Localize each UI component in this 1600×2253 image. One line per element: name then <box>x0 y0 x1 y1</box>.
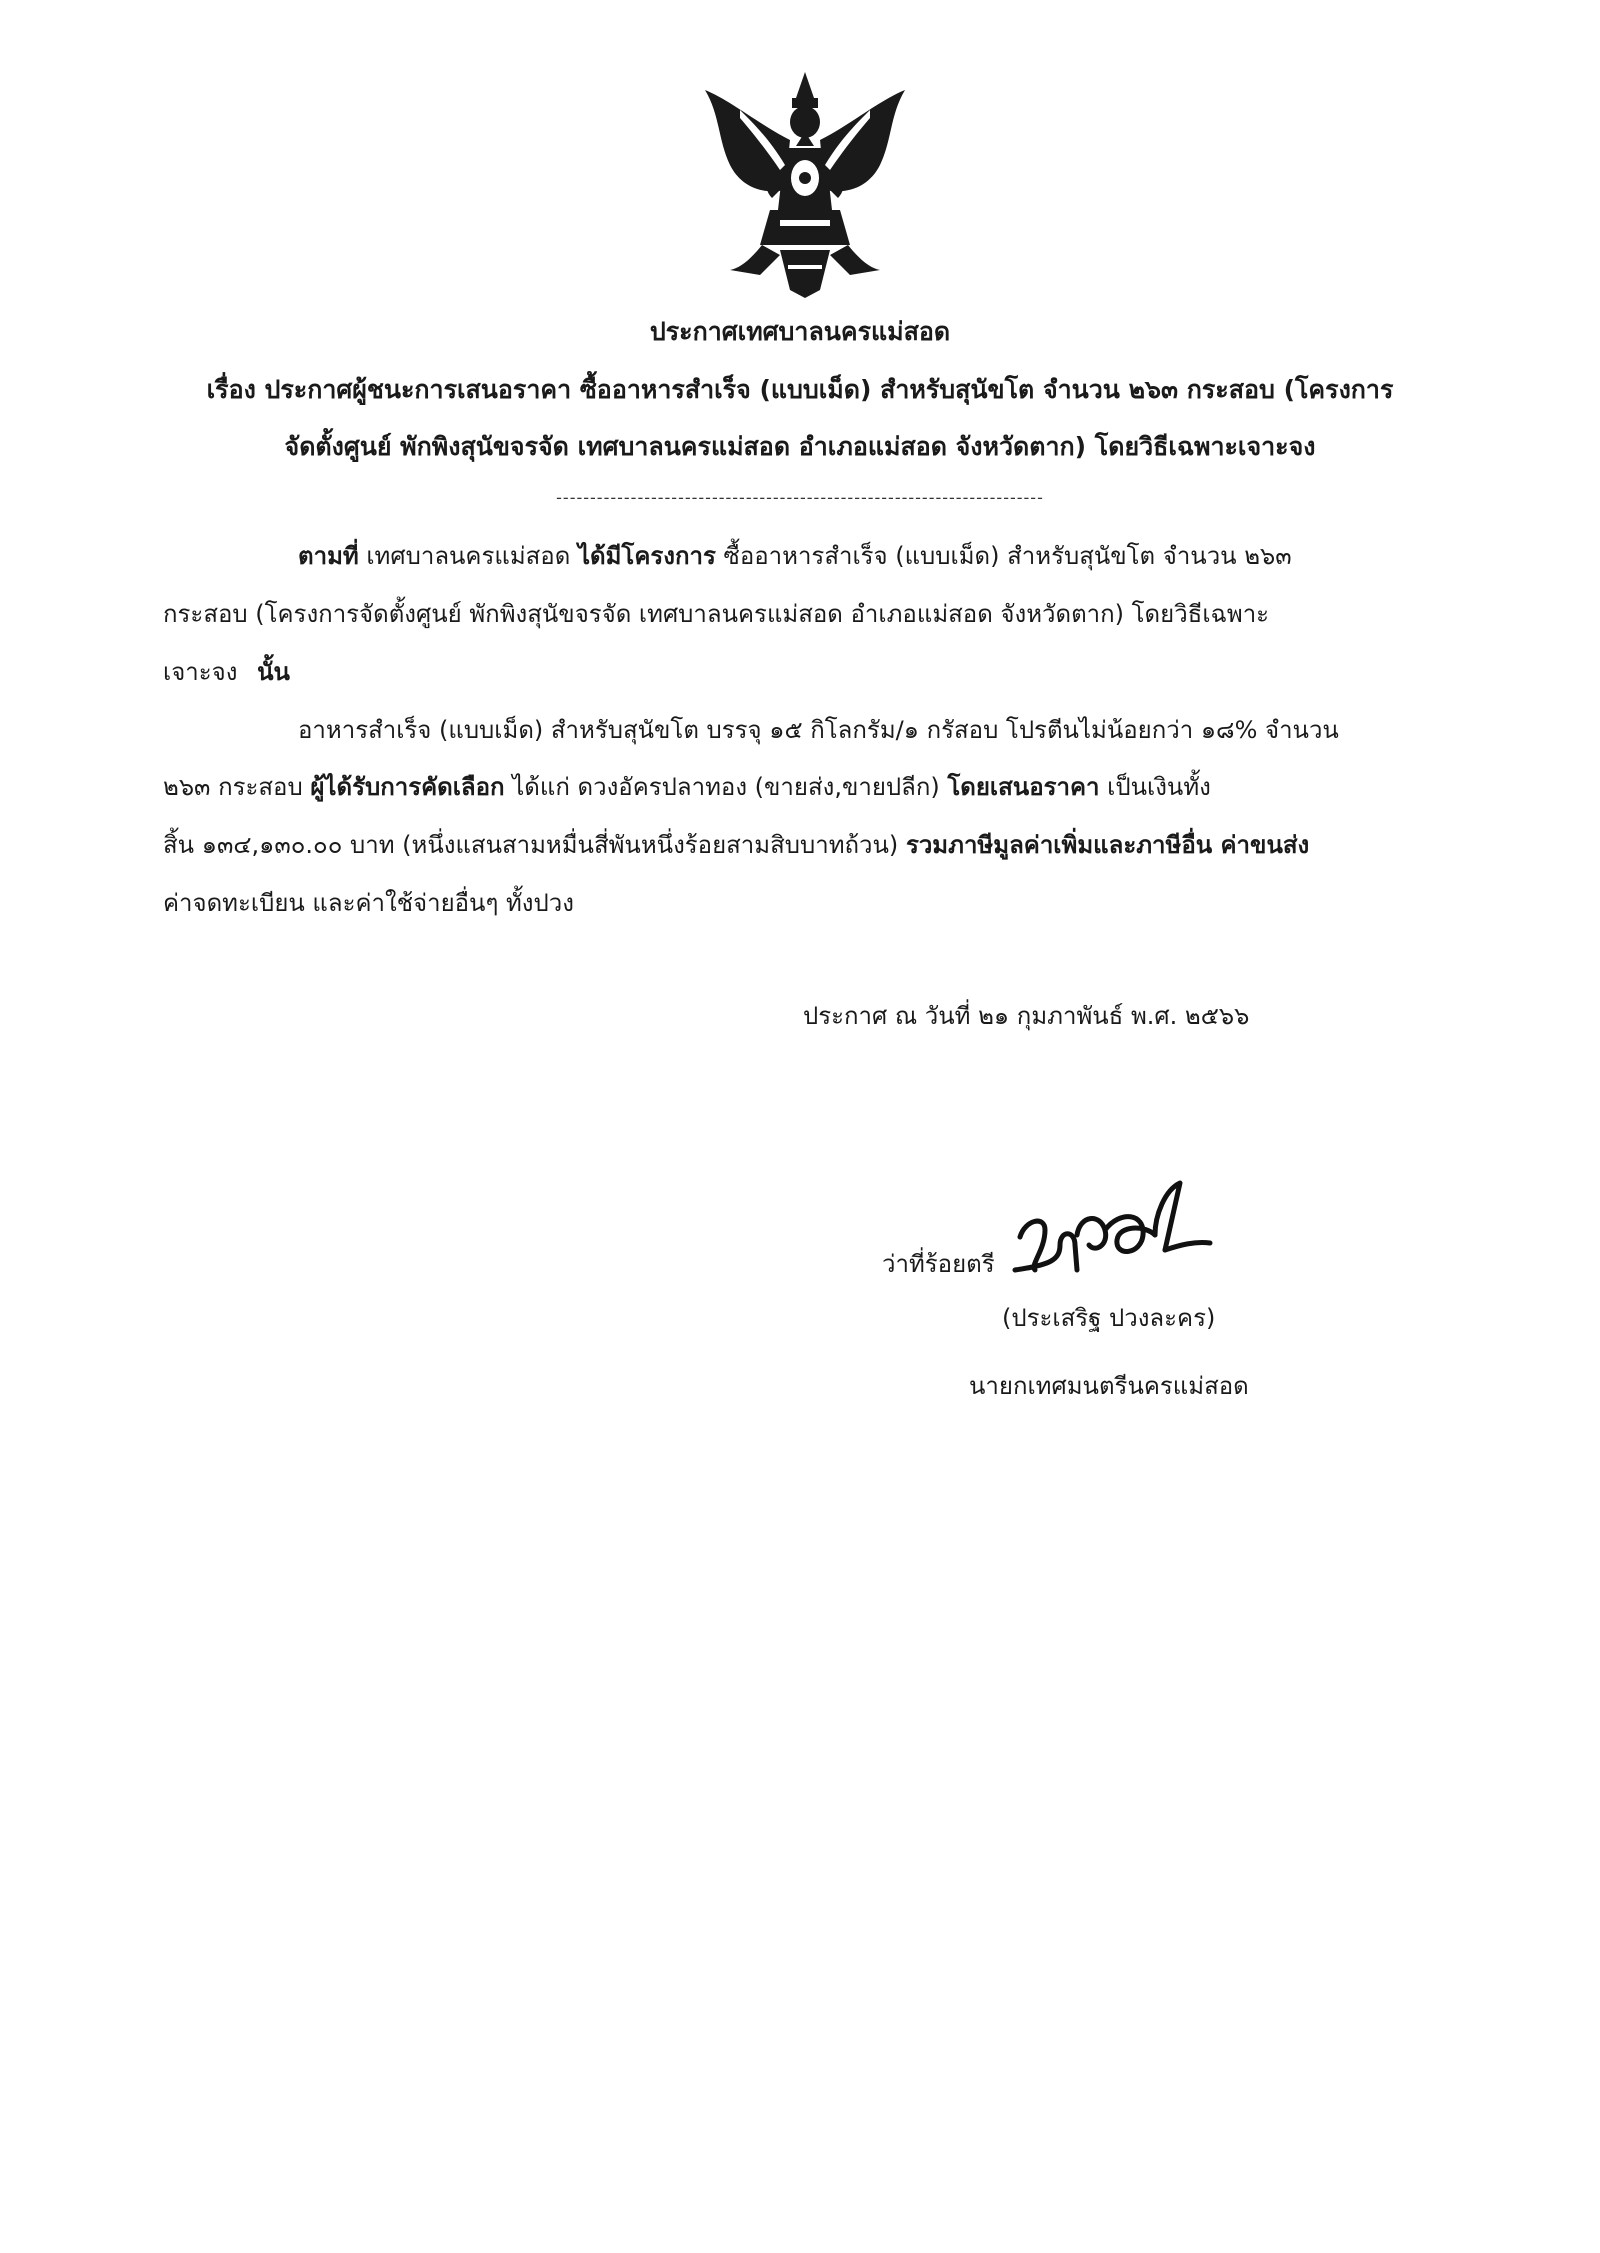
signer-position: นายกเทศมนตรีนครแม่สอด <box>969 1372 1249 1400</box>
para1-line2: กระสอบ (โครงการจัดตั้งศูนย์ พักพิงสุนัขจรจัด เทศบาลนครแม่สอด อำเภอแม่สอด จังหวัดตาก) โดยวิธีเฉพาะ <box>163 600 1270 628</box>
announce-date: ประกาศ ณ วันที่ ๒๑ กุมภาพันธ์ พ.ศ. ๒๕๖๖ <box>803 1002 1250 1030</box>
para1-lead-word: ตามที่ <box>298 542 359 570</box>
para2-amount: ๑๓๔,๑๓๐.๐๐ บาท (หนึ่งแสนสามหมื่นสี่พันหนึ่งร้อยสามสิบบาทถ้วน) <box>201 831 899 859</box>
para2-line1: อาหารสำเร็จ (แบบเม็ด) สำหรับสุนัขโต บรรจุ ๑๕ กิโลกรัม/๑ กรัสอบ โปรตีนไม่น้อยกว่า ๑๘% จำนวน <box>298 716 1339 744</box>
para2-total-label: เป็นเงินทั้ง <box>1107 773 1211 801</box>
para1-org: เทศบาลนครแม่สอด <box>366 542 571 570</box>
signer-name: (ประเสริฐ ปวงละคร) <box>1002 1304 1216 1332</box>
para2-bid-label: โดยเสนอราคา <box>947 773 1100 801</box>
para1-line3-bold: นั้น <box>257 658 290 686</box>
para2-winner: ได้แก่ ดวงอัครปลาทอง (ขายส่ง,ขายปลีก) <box>512 773 940 801</box>
handwritten-signature <box>1005 1175 1215 1285</box>
para2-line4: ค่าจดทะเบียน และค่าใช้จ่ายอื่นๆ ทั้งปวง <box>163 889 574 917</box>
separator-line: ------------------------------------------------------------------------ <box>556 488 1044 507</box>
signer-rank: ว่าที่ร้อยตรี <box>882 1250 995 1278</box>
para1-line3-text: เจาะจง <box>163 658 238 686</box>
page-title: ประกาศเทศบาลนครแม่สอด <box>649 317 951 346</box>
para2-tax-note: รวมภาษีมูลค่าเพิ่มและภาษีอื่น ค่าขนส่ง <box>905 831 1310 859</box>
para2-winner-label: ผู้ได้รับการคัดเลือก <box>310 773 505 801</box>
para2-line3 <box>163 829 1309 861</box>
para2-quantity: ๒๖๓ กระสอบ <box>163 773 303 801</box>
para2-line2 <box>163 771 1211 803</box>
para1-line3 <box>163 656 290 688</box>
subject-line-1: เรื่อง ประกาศผู้ชนะการเสนอราคา ซื้ออาหารสำเร็จ (แบบเม็ด) สำหรับสุนัขโต จำนวน ๒๖๓ กระสอบ (โครงการ <box>206 375 1394 404</box>
subject-line-2: จัดตั้งศูนย์ พักพิงสุนัขจรจัด เทศบาลนครแม่สอด อำเภอแม่สอด จังหวัดตาก) โดยวิธีเฉพาะเจาะจง <box>284 432 1316 461</box>
para1-line1 <box>298 540 1292 572</box>
para1-project-desc: ซื้ออาหารสำเร็จ (แบบเม็ด) สำหรับสุนัขโต จำนวน ๒๖๓ <box>723 542 1292 570</box>
para1-project-label: ได้มีโครงการ <box>577 542 716 570</box>
para2-line3-start: สิ้น <box>163 831 195 859</box>
garuda-emblem-icon <box>700 70 910 300</box>
